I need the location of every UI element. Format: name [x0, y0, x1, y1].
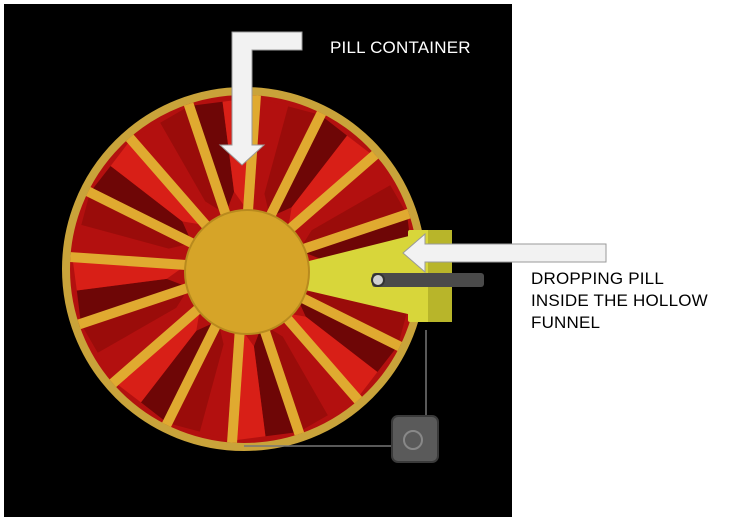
funnel-pin — [372, 274, 384, 286]
dropping-pill-label-line-3: FUNNEL — [531, 313, 601, 332]
central-hub — [185, 210, 309, 334]
motor-body — [392, 416, 438, 462]
funnel-shaft — [372, 273, 484, 287]
pill-container-label: PILL CONTAINER — [330, 38, 471, 57]
dropping-pill-label-line-2: INSIDE THE HOLLOW — [531, 291, 708, 310]
dropping-pill-label-line-1: DROPPING PILL — [531, 269, 664, 288]
dropping-pill-label — [531, 268, 708, 334]
